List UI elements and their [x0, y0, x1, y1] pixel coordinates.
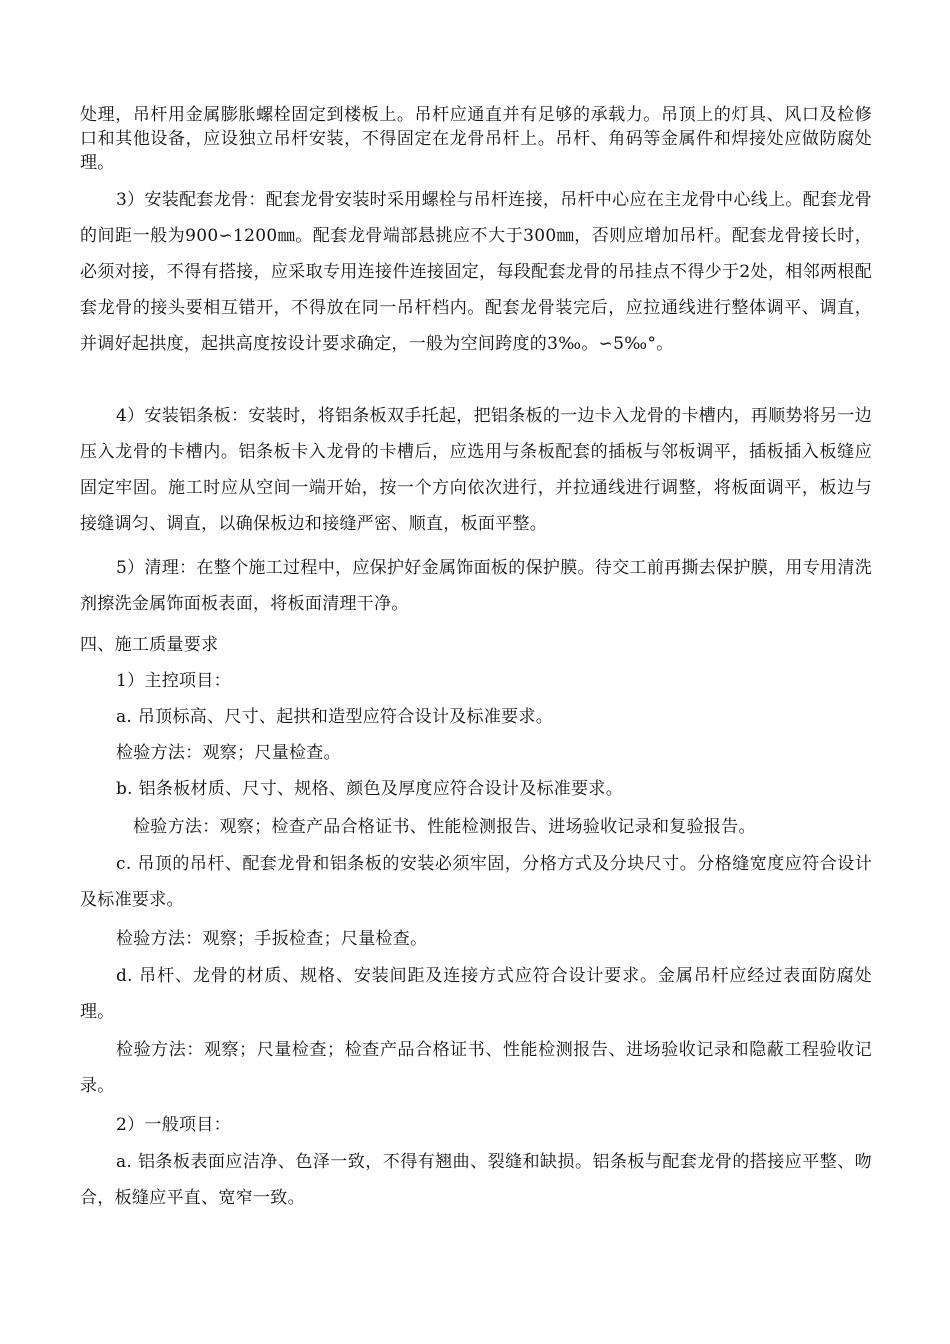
item-b-strip-material: b. 铝条板材质、尺寸、规格、颜色及厚度应符合设计及标准要求。 — [116, 779, 623, 799]
subheading-main-control-items: 1）主控项目： — [116, 671, 231, 691]
paragraph-step-4-aluminum-strip: 4）安装铝条板：安装时，将铝条板双手托起，把铝条板的一边卡入龙骨的卡槽内，再顺势将另一边压入龙骨的卡槽内。铝条板卡入龙骨的卡槽后，应选用与条板配套的插板与邻板调平，插板插入板缝应固定牢固。施工时应从空间一端开始，按一个方向依次进行，并拉通线进行调整，将板面调平，板边与接缝调匀、调直，以确保板边和接缝严密、顺直，板面平整。 — [80, 406, 872, 534]
paragraph-step-5-cleaning: 5）清理：在整个施工过程中，应保护好金属饰面板的保护膜。待交工前再撕去保护膜，用专用清洗剂擦洗金属饰面板表面，将板面清理干净。 — [80, 558, 872, 614]
inspection-method-d: 检验方法：观察；尺量检查；检查产品合格证书、性能检测报告、进场验收记录和隐蔽工程验收记录。 — [80, 1040, 872, 1096]
inspection-method-a: 检验方法：观察；尺量检查。 — [116, 743, 341, 763]
item-a-strip-surface: a. 铝条板表面应洁净、色泽一致，不得有翘曲、裂缝和缺损。铝条板与配套龙骨的搭接应平整、吻合，板缝应平直、宽窄一致。 — [80, 1152, 872, 1208]
inspection-method-b: 检验方法：观察；检查产品合格证书、性能检测报告、进场验收记录和复验报告。 — [133, 817, 756, 837]
paragraph-step-3-secondary-keel: 3）安装配套龙骨：配套龙骨安装时采用螺栓与吊杆连接，吊杆中心应在主龙骨中心线上。配套龙骨的间距一般为900∽1200㎜。配套龙骨端部悬挑应不大于300㎜，否则应增加吊杆。配套龙骨接长时，必须对接，不得有搭接，应采取专用连接件连接固定，每段配套龙骨的吊挂点不得少于2处，相邻两根配套龙骨的接头要相互错开，不得放在同一吊杆档内。配套龙骨装完后，应拉通线进行整体调平、调直，并调好起拱度，起拱高度按设计要求确定，一般为空间跨度的3‰。∽5‰°。 — [80, 190, 872, 354]
inspection-method-c: 检验方法：观察；手扳检查；尺量检查。 — [116, 929, 428, 949]
item-c-installation-firmness: c. 吊顶的吊杆、配套龙骨和铝条板的安装必须牢固，分格方式及分块尺寸。分格缝宽度应符合设计及标准要求。 — [80, 854, 872, 910]
subheading-general-items: 2）一般项目： — [116, 1115, 231, 1135]
paragraph-hanger-installation: 处理，吊杆用金属膨胀螺栓固定到楼板上。吊杆应通直并有足够的承载力。吊顶上的灯具、风口及检修口和其他设备，应设独立吊杆安装，不得固定在龙骨吊杆上。吊杆、角码等金属件和焊接处应做防腐处理。 — [80, 105, 872, 173]
item-a-ceiling-elevation: a. 吊顶标高、尺寸、起拱和造型应符合设计及标准要求。 — [116, 707, 554, 727]
section-heading-quality-requirements: 四、施工质量要求 — [80, 635, 219, 655]
item-d-hanger-keel-material: d. 吊杆、龙骨的材质、规格、安装间距及连接方式应符合设计要求。金属吊杆应经过表面防腐处理。 — [80, 966, 872, 1022]
